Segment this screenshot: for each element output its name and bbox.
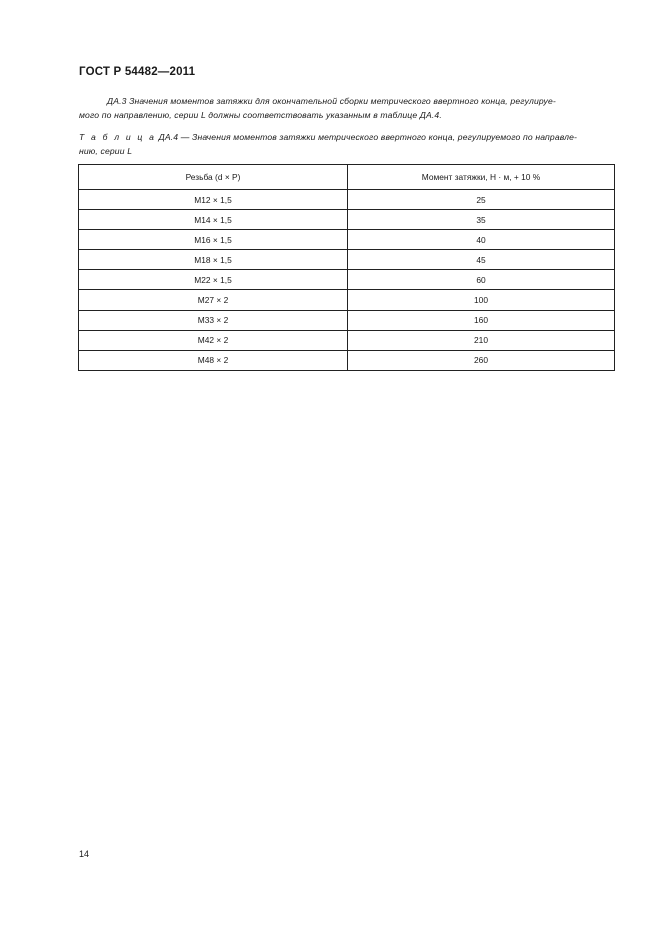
- cell-torque: 260: [348, 350, 615, 370]
- paragraph-da3: [79, 94, 615, 122]
- cell-torque: 40: [348, 230, 615, 250]
- cell-thread: M12 × 1,5: [79, 190, 348, 210]
- cell-torque: 25: [348, 190, 615, 210]
- table-header-row: [79, 165, 615, 190]
- cell-torque: 210: [348, 330, 615, 350]
- table-caption: [79, 130, 615, 158]
- table-caption-line2: нию, серии L: [79, 146, 133, 156]
- cell-torque: 160: [348, 310, 615, 330]
- table-row: [79, 310, 615, 330]
- header-thread: Резьба (d × P): [79, 165, 348, 190]
- page-number: 14: [79, 849, 90, 859]
- cell-thread: M18 × 1,5: [79, 250, 348, 270]
- header-torque: Момент затяжки, Н · м, + 10 %: [348, 165, 615, 190]
- cell-torque: 100: [348, 290, 615, 310]
- cell-thread: M27 × 2: [79, 290, 348, 310]
- table-row: [79, 250, 615, 270]
- document-header: ГОСТ Р 54482—2011: [79, 66, 196, 78]
- cell-torque: 45: [348, 250, 615, 270]
- table-row: [79, 270, 615, 290]
- paragraph-da3-line2: мого по направлению, серии L должны соответствовать указанным в таблице ДА.4.: [79, 110, 442, 120]
- table-row: [79, 210, 615, 230]
- table-row: [79, 230, 615, 250]
- cell-torque: 35: [348, 210, 615, 230]
- table-row: [79, 290, 615, 310]
- table-caption-label: Т а б л и ц а: [79, 132, 157, 142]
- cell-thread: M14 × 1,5: [79, 210, 348, 230]
- table-row: [79, 330, 615, 350]
- cell-thread: M42 × 2: [79, 330, 348, 350]
- cell-thread: M33 × 2: [79, 310, 348, 330]
- cell-thread: M16 × 1,5: [79, 230, 348, 250]
- cell-thread: M48 × 2: [79, 350, 348, 370]
- table-caption-title: ДА.4 — Значения моментов затяжки метрического ввертного конца, регулируемого по направле-: [156, 132, 578, 142]
- cell-torque: 60: [348, 270, 615, 290]
- cell-thread: M22 × 1,5: [79, 270, 348, 290]
- paragraph-da3-line1: ДА.3 Значения моментов затяжки для окончательной сборки метрического ввертного конца, регулируе-: [107, 96, 556, 106]
- table-row: [79, 350, 615, 370]
- torque-table: [78, 164, 615, 371]
- table-row: [79, 190, 615, 210]
